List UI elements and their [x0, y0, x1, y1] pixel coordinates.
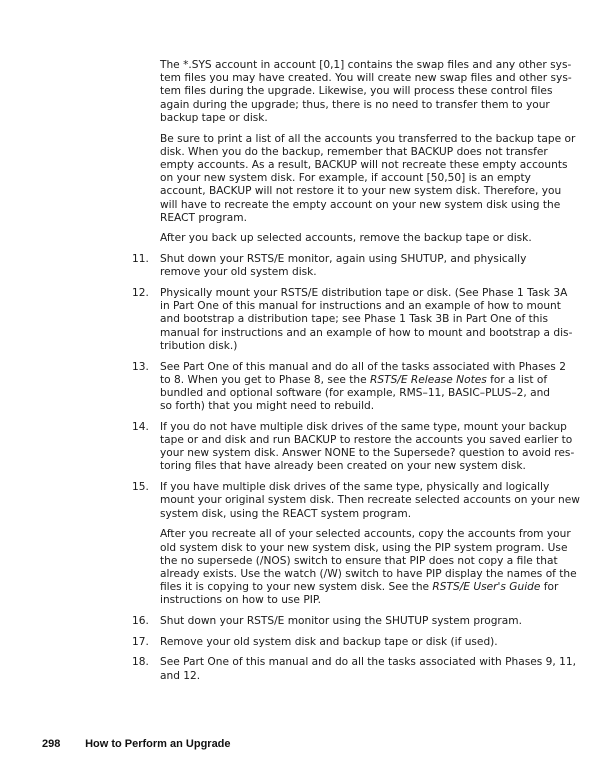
list-item: [132, 615, 552, 628]
text-line: Be sure to print a list of all the accounts you transferred to the backup tape or: [160, 132, 576, 145]
list-item-number: 16.: [132, 615, 149, 628]
text-line: old system disk to your new system disk, using the PIP system program. Use: [160, 541, 568, 554]
list-item: [132, 656, 576, 682]
book-title: RSTS/E User's Guide: [432, 581, 541, 594]
text-line: remove your old system disk.: [160, 266, 317, 279]
text-line: Remove your old system disk and backup tape or disk (if used).: [160, 635, 498, 648]
page-footer: [42, 738, 231, 750]
list-item: [132, 360, 566, 414]
text-line: tape or and disk and run BACKUP to restore the accounts you saved earlier to: [160, 434, 573, 447]
text-segment: files it is copying to your new system disk. See the: [160, 581, 433, 594]
paragraph: [160, 59, 572, 125]
text-line: and bootstrap a distribution tape; see Phase 1 Task 3B in Part One of this: [160, 313, 548, 326]
text-line: See Part One of this manual and do all the tasks associated with Phases 9, 11,: [160, 656, 576, 669]
text-segment: to 8. When you get to Phase 8, see the: [160, 373, 371, 386]
text-line: manual for instructions and an example of how to mount and bootstrap a dis-: [160, 326, 573, 339]
list-item-number: 15.: [132, 481, 149, 494]
text-line: bundled and optional software (for example, RMS–11, BASIC–PLUS–2, and: [160, 386, 551, 399]
text-line: If you have multiple disk drives of the same type, physically and logically: [160, 481, 550, 494]
text-segment: for a list of: [486, 373, 548, 386]
text-line: will have to recreate the empty account on your new system disk using the: [160, 198, 561, 211]
text-line: again during the upgrade; thus, there is no need to transfer them to your: [160, 98, 550, 111]
text-line: toring files that have already been created on your new system disk.: [160, 460, 526, 473]
text-line: so forth) that you might need to rebuild.: [160, 400, 375, 413]
paragraph: [160, 132, 576, 225]
text-line: and 12.: [160, 669, 201, 682]
text-line: already exists. Use the watch (/W) switch to have PIP display the names of the: [160, 567, 577, 580]
text-line: Physically mount your RSTS/E distribution tape or disk. (See Phase 1 Task 3A: [160, 287, 568, 300]
text-line: on your new system disk. For example, if account [50,50] is an empty: [160, 172, 531, 185]
text-line: See Part One of this manual and do all of the tasks associated with Phases 2: [160, 360, 566, 373]
text-line: your new system disk. Answer NONE to the Supersede? question to avoid res-: [160, 447, 575, 460]
page-number: 298: [42, 738, 61, 750]
text-line: [160, 374, 552, 387]
text-line: system disk, using the REACT system program.: [160, 507, 412, 520]
text-line: tribution disk.): [160, 339, 238, 352]
text-segment: for: [540, 581, 559, 594]
list-item-number: 17.: [132, 635, 149, 648]
text-line: Shut down your RSTS/E monitor, again using SHUTUP, and physically: [160, 253, 527, 266]
text-line: empty accounts. As a result, BACKUP will not recreate these empty accounts: [160, 158, 568, 171]
text-line: account, BACKUP will not restore it to your new system disk. Therefore, you: [160, 185, 562, 198]
list-item-number: 11.: [132, 253, 149, 266]
text-line: [160, 581, 559, 594]
list-item: [132, 287, 573, 353]
running-title: How to Perform an Upgrade: [85, 738, 231, 750]
list-item: [132, 481, 580, 521]
list-item-number: 13.: [132, 360, 149, 373]
paragraph: [160, 528, 577, 607]
text-line: in Part One of this manual for instructions and an example of how to mount: [160, 300, 561, 313]
paragraph: [160, 232, 552, 245]
book-title: RSTS/E Release Notes: [370, 373, 487, 386]
text-line: the no supersede (/NOS) switch to ensure that PIP does not copy a file that: [160, 554, 558, 567]
text-line: After you recreate all of your selected accounts, copy the accounts from your: [160, 528, 571, 541]
text-line: mount your original system disk. Then recreate selected accounts on your new: [160, 494, 580, 507]
list-item: [132, 635, 552, 649]
text-line: disk. When you do the backup, remember that BACKUP does not transfer: [160, 145, 548, 158]
text-line: backup tape or disk.: [160, 111, 268, 124]
text-line: REACT program.: [160, 211, 247, 224]
list-item: [132, 420, 575, 474]
list-item-number: 14.: [132, 420, 149, 433]
text-line: instructions on how to use PIP.: [160, 594, 321, 607]
page-body: [132, 59, 580, 690]
text-line: The *.SYS account in account [0,1] contains the swap files and any other sys-: [160, 59, 572, 71]
list-item-number: 12.: [132, 287, 149, 300]
text-line: Shut down your RSTS/E monitor using the SHUTUP system program.: [160, 615, 522, 628]
text-line: After you back up selected accounts, remove the backup tape or disk.: [160, 232, 532, 245]
text-line: tem files you may have created. You will create new swap files and other sys-: [160, 72, 572, 85]
text-line: tem files during the upgrade. Likewise, you will process these control files: [160, 85, 553, 98]
text-line: If you do not have multiple disk drives of the same type, mount your backup: [160, 420, 567, 433]
list-item: [132, 253, 552, 279]
list-item-number: 18.: [132, 656, 149, 669]
